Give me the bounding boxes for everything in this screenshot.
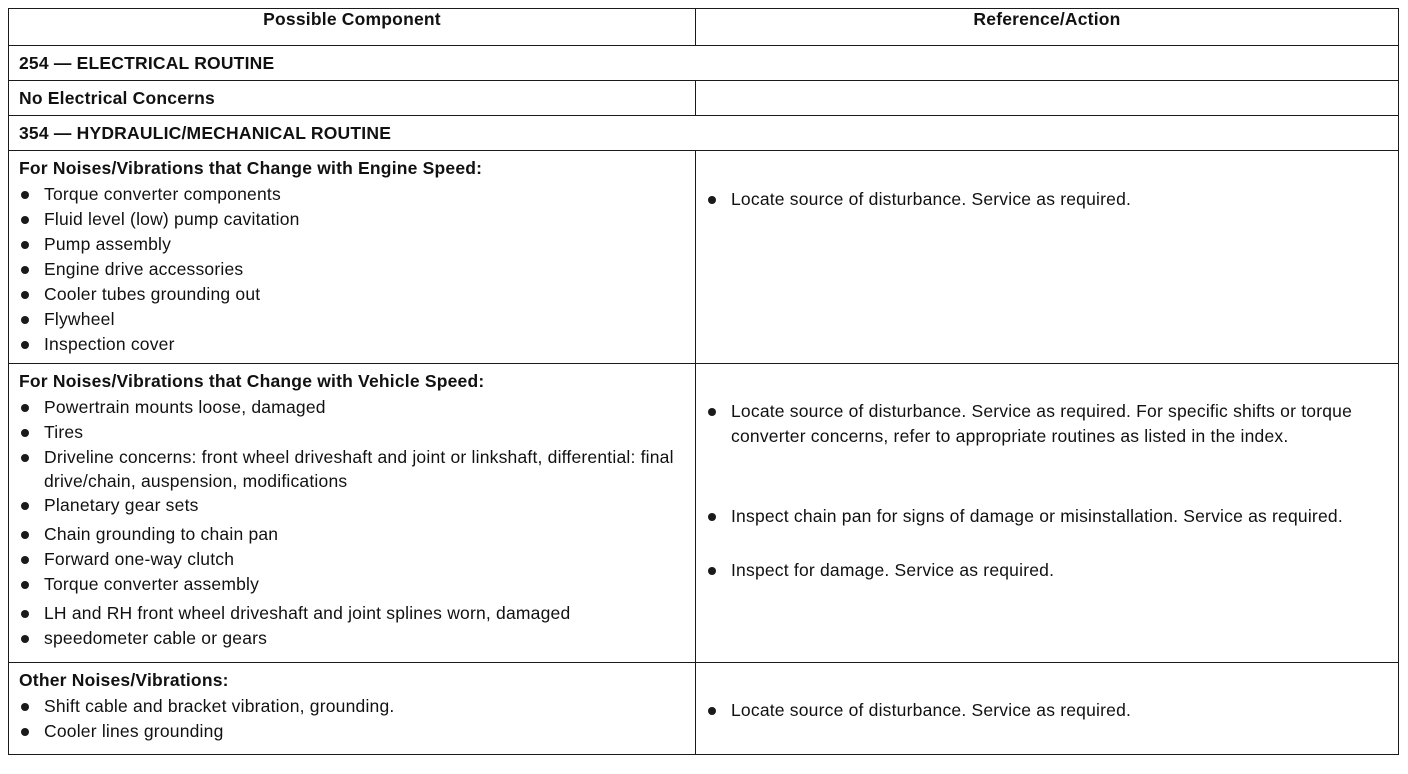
list-item: Torque converter components xyxy=(19,182,685,207)
action-item: Inspect chain pan for signs of damage or misinstallation. Service as required. xyxy=(706,504,1388,529)
action-item: Locate source of disturbance. Service as required. xyxy=(706,187,1388,212)
list-item: Engine drive accessories xyxy=(19,257,685,282)
cell-vehicle-speed-actions xyxy=(696,364,1399,663)
list-item: speedometer cable or gears xyxy=(19,626,685,651)
cell-engine-speed-actions xyxy=(696,151,1399,364)
list-engine-speed-components xyxy=(19,182,685,357)
list-item: Forward one-way clutch xyxy=(19,547,685,572)
diagnosis-table xyxy=(8,8,1399,755)
header-possible-component: Possible Component xyxy=(9,9,696,46)
list-vehicle-speed-components xyxy=(19,395,685,651)
section-row-electrical xyxy=(9,46,1399,81)
list-item: Flywheel xyxy=(19,307,685,332)
section-row-hydraulic xyxy=(9,116,1399,151)
list-item: Cooler lines grounding xyxy=(19,719,685,744)
group-title-vehicle-speed: For Noises/Vibrations that Change with Vehicle Speed: xyxy=(19,371,485,391)
list-item: Cooler tubes grounding out xyxy=(19,282,685,307)
list-item: Driveline concerns: front wheel driveshaft and joint or linkshaft, differential: final drive/chain, auspension, modifications xyxy=(19,445,685,493)
list-item: Inspection cover xyxy=(19,332,685,357)
action-item: Inspect for damage. Service as required. xyxy=(706,558,1388,583)
list-other-components xyxy=(19,694,685,744)
cell-engine-speed-components xyxy=(9,151,696,364)
cell-empty-action xyxy=(696,81,1399,116)
cell-no-electrical-concerns: No Electrical Concerns xyxy=(9,81,696,116)
group-title-engine-speed: For Noises/Vibrations that Change with Engine Speed: xyxy=(19,158,483,178)
header-reference-action: Reference/Action xyxy=(696,9,1399,46)
cell-other-components xyxy=(9,663,696,755)
list-item: Chain grounding to chain pan xyxy=(19,522,685,547)
group-title-other: Other Noises/Vibrations: xyxy=(19,670,229,690)
list-item: LH and RH front wheel driveshaft and joint splines worn, damaged xyxy=(19,601,685,626)
list-item: Pump assembly xyxy=(19,232,685,257)
list-item: Powertrain mounts loose, damaged xyxy=(19,395,685,420)
list-item: Shift cable and bracket vibration, grounding. xyxy=(19,694,685,719)
cell-other-actions xyxy=(696,663,1399,755)
header-row xyxy=(9,9,1399,46)
row-vehicle-speed xyxy=(9,364,1399,663)
list-item: Fluid level (low) pump cavitation xyxy=(19,207,685,232)
section-electrical-routine: 254 — ELECTRICAL ROUTINE xyxy=(9,46,1399,81)
cell-vehicle-speed-components xyxy=(9,364,696,663)
list-item: Tires xyxy=(19,420,685,445)
row-engine-speed xyxy=(9,151,1399,364)
section-hydraulic-mechanical-routine: 354 — HYDRAULIC/MECHANICAL ROUTINE xyxy=(9,116,1399,151)
row-other-noises xyxy=(9,663,1399,755)
row-no-electrical-concerns xyxy=(9,81,1399,116)
list-item: Planetary gear sets xyxy=(19,493,685,518)
action-item: Locate source of disturbance. Service as required. xyxy=(706,698,1388,723)
action-item: Locate source of disturbance. Service as required. For specific shifts or torque converter concerns, refer to appropriate routines as listed in the index. xyxy=(706,399,1388,449)
list-item: Torque converter assembly xyxy=(19,572,685,597)
